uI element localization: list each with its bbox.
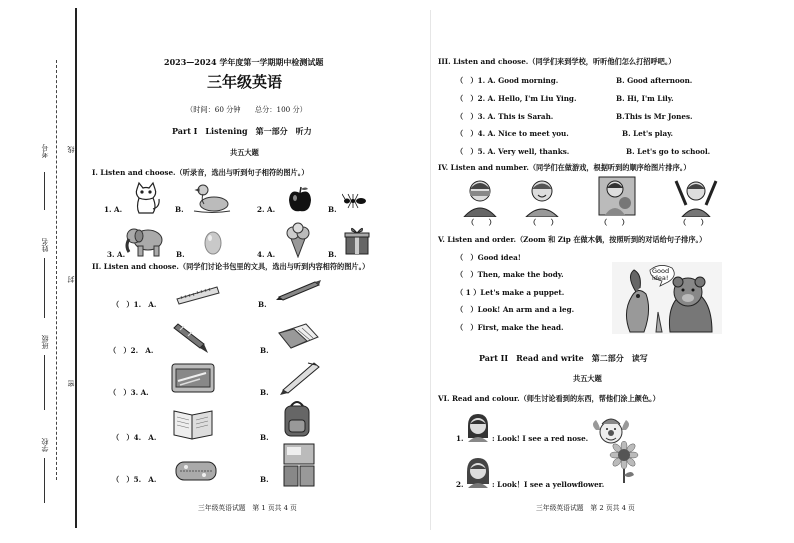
q3-item5-a: （ ）5. A. Very well, thanks. [456,147,570,156]
q1-instruction: I. Listen and choose.（听录音，选出与听到句子相符的图片。） [92,168,309,177]
q1-item1-a-label: 1. A. [104,205,123,214]
schoolbag-picture [282,398,312,438]
right-footer: 三年级英语试题 第 2 页共 4 页 [536,504,635,512]
child-with-teddy-picture [595,175,639,217]
q2-item3-b-label: B. [260,388,269,397]
q3-item4-a: （ ）4. A. Nice to meet you. [456,129,569,138]
q1-item2-b-label: B. [328,205,337,214]
q5-item4: （ ）Look! An arm and a leg. [456,305,575,314]
q3-item4-b: B. Let's play. [622,129,674,138]
school-underline [44,458,45,503]
class-label: 班级 [41,335,49,349]
q6-item1-number: 1. [456,434,464,443]
binding-seal-mark: 封 [67,276,75,283]
q3-item3-b: B.This is Mr Jones. [616,112,693,121]
cat-picture [130,181,162,215]
q3-item1-a: （ ）1. A. Good morning. [456,76,559,85]
girl-avatar-1 [464,412,492,442]
ice-cream-picture [284,222,312,258]
ruler-picture [176,285,220,305]
gift-box-picture [344,225,370,255]
q1-item2-a-label: 2. A. [257,205,276,214]
child-covering-eyes-picture [458,177,502,217]
binding-secret-mark: 密 [67,380,75,387]
ant-picture [342,193,368,209]
q2-item1-b-label: B. [258,300,267,309]
elephant-picture [122,224,166,258]
girl-avatar-2 [464,456,492,488]
book-picture [172,405,214,441]
exam-header: 2023—2024 学年度第一学期期中检测试题 [164,57,324,67]
q5-item3: （ 1 ）Let's make a puppet. [456,288,565,297]
q2-item3-label: （ ）3. A. [109,388,149,397]
q2-item2-label: （ ）2. A. [109,346,154,355]
apple-picture [286,185,314,215]
q2-instruction: II. Listen and choose.（同学们讨论书包里的文具，选出与听到内容相符的图片。） [92,262,370,271]
q6-item2-number: 2. [456,480,464,489]
page-title: 三年级英语 [207,73,283,91]
q5-item2: （ ）Then, make the body. [456,270,564,279]
q2-item4-b-label: B. [260,433,269,442]
q2-item2-b-label: B. [260,346,269,355]
exam-no-underline [44,172,45,210]
sunflower-picture [608,441,640,483]
storybooks-picture [283,442,315,488]
binding-solid-line [75,8,77,528]
pencil-picture [275,279,323,301]
q3-item5-b: B. Let's go to school. [626,147,711,156]
q1-item1-b-label: B. [175,205,184,214]
part2-subheading: 共五大题 [573,374,602,383]
left-footer: 三年级英语试题 第 1 页共 4 页 [198,504,297,512]
q4-slot-3[interactable]: （ ） [600,218,629,227]
q2-item1-label: （ ）1. A. [112,300,157,309]
q5-instruction: V. Listen and order.（Zoom 和 Zip 在做木偶，按照听到的对话给句子排序。） [438,235,707,244]
q4-slot-4[interactable]: （ ） [679,218,708,227]
q3-item2-a: （ ）2. A. Hello, I'm Liu Ying. [456,94,577,103]
part2-heading: Part II Read and write 第二部分 读写 [479,353,648,363]
q6-item1-text: : Look! I see a red nose. [492,434,589,443]
q1-item4-a-label: 4. A. [257,250,276,259]
egg-picture [204,229,222,255]
exam-info: （时间：60 分钟 总分：100 分） [186,105,307,114]
q4-slot-2[interactable]: （ ） [529,218,558,227]
name-underline [44,258,45,318]
q3-item3-a: （ ）3. A. This is Sarah. [456,112,554,121]
q5-item5: （ ）First, make the head. [456,323,564,332]
q1-item3-a-label: 3. A. [107,250,126,259]
q2-item5-b-label: B. [260,475,269,484]
child-cheering-picture [672,175,720,217]
q1-item4-b-label: B. [328,250,337,259]
q3-item1-b: B. Good afternoon. [616,76,693,85]
page-divider [430,10,431,530]
eraser-picture [276,321,320,351]
class-underline [44,355,45,410]
crayon-picture [170,322,210,354]
pen-picture [278,360,322,396]
school-label: 学校 [41,438,49,452]
q5-item1: （ ）Good idea! [456,253,521,262]
part1-subheading: 共五大题 [230,148,259,157]
binding-dashed-line [56,60,58,480]
pencil-box-picture [174,458,218,484]
binding-line-mark: 线 [67,146,75,153]
duck-picture [192,180,232,214]
part1-heading: Part I Listening 第一部分 听力 [172,126,312,136]
q3-instruction: III. Listen and choose.（同学们来到学校，听听他们怎么打招呼吧。） [438,57,676,66]
q2-item5-label: （ ）5. A. [112,475,157,484]
zoom-zip-puppet-picture [612,262,722,334]
q1-item3-b-label: B. [176,250,185,259]
q6-item2-text: : Look！I see a yellowflower. [492,480,605,489]
name-label: 姓名 [41,238,49,252]
q6-instruction: VI. Read and colour.（师生讨论看到的东西，帮他们涂上颜色。） [438,394,660,403]
q2-item4-label: （ ）4. A. [112,433,157,442]
q3-item2-b: B. Hi, I'm Lily. [616,94,674,103]
pencil-case-picture [170,361,216,395]
q4-slot-1[interactable]: （ ） [467,218,496,227]
clown-picture [590,416,632,444]
child-smiling-picture [520,177,564,217]
exam-no-label: 考号 [41,144,49,158]
q4-instruction: IV. Listen and number.（同学们在做游戏，根据听到的顺序给图片排序。） [438,163,691,172]
speech-bubble-text: Good idea! [652,267,670,283]
